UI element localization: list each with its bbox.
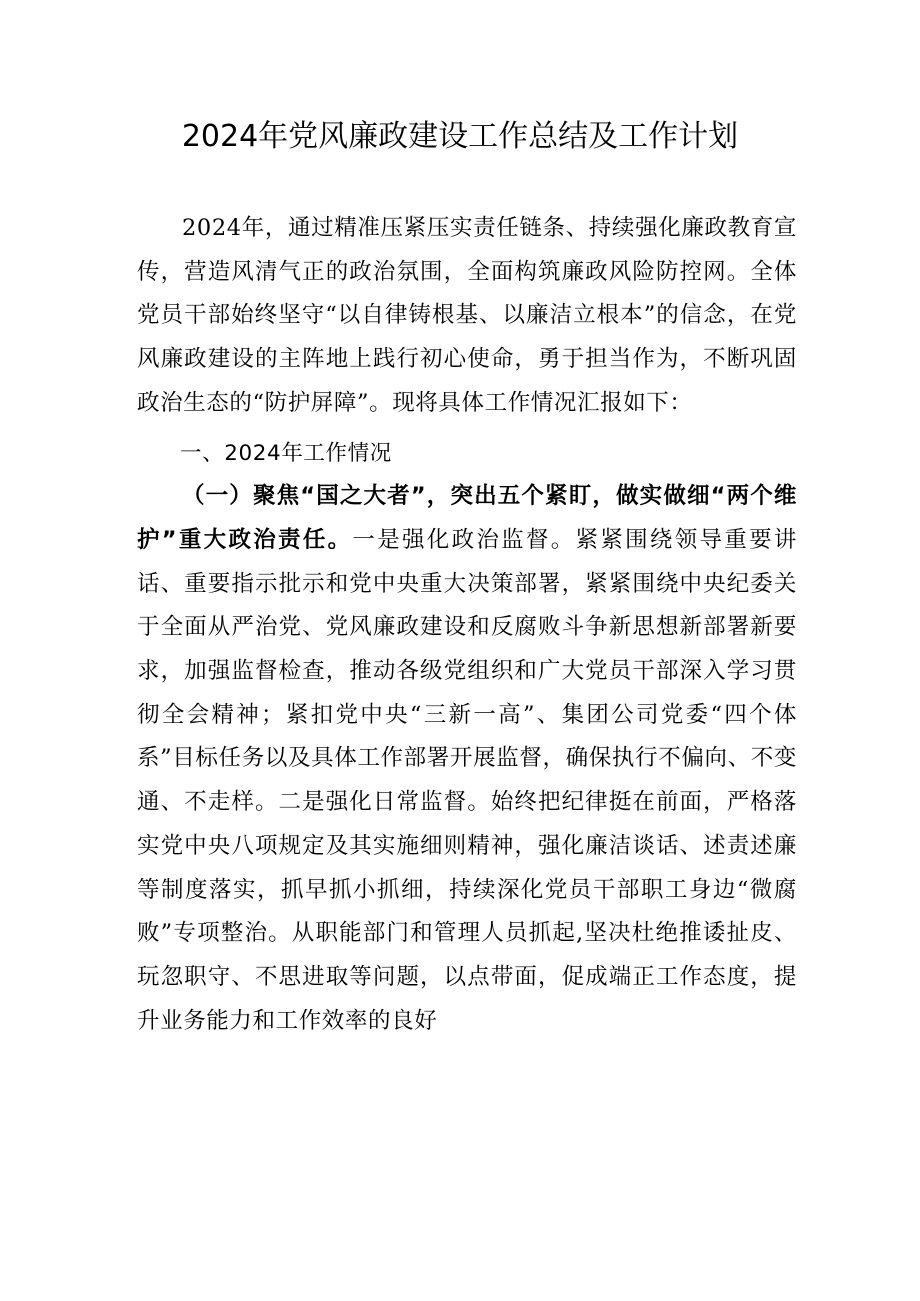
subsection-body: 一是强化政治监督。紧紧围绕领导重要讲话、重要指示批示和党中央重大决策部署，紧紧围绕中央纪委关于全面从严治党、党风廉政建设和反腐败斗争新思想新部署新要求，加强监督检查，推动各级党组织和广大党员干部深入学习贯彻全会精神；紧扣党中央“三新一高”、集团公司党委“四个体系”目标任务以及具体工作部署开展监督，确保执行不偏向、不变通、不走样。二是强化日常监督。始终把纪律挺在前面，严格落实党中央八项规定及其实施细则精神，强化廉洁谈话、述责述廉等制度落实，抓早抓小抓细，持续深化党员干部职工身边“微腐败”专项整治。从职能部门和管理人员抓起,坚决杜绝推诿扯皮、玩忽职守、不思进取等问题，以点带面，促成端正工作态度，提升业务能力和工作效率的良好 [137,526,797,1034]
subsection-paragraph [137,475,797,1043]
section-heading: 一、2024年工作情况 [180,440,392,466]
document-title: 2024年党风廉政建设工作总结及工作计划 [181,119,739,154]
document-body [137,207,797,1043]
intro-paragraph: 2024年，通过精准压紧压实责任链条、持续强化廉政教育宣传，营造风清气正的政治氛围，全面构筑廉政风险防控网。全体党员干部始终坚守“以自律铸根基、以廉洁立根本”的信念，在党风廉政建设的主阵地上践行初心使命，勇于担当作为，不断巩固政治生态的“防护屏障”。现将具体工作情况汇报如下： [137,215,797,416]
subsection-lead: （一）聚焦“国之大者”，突出五个紧盯，做实做细“两个维护”重大政治责任。 [137,483,797,553]
